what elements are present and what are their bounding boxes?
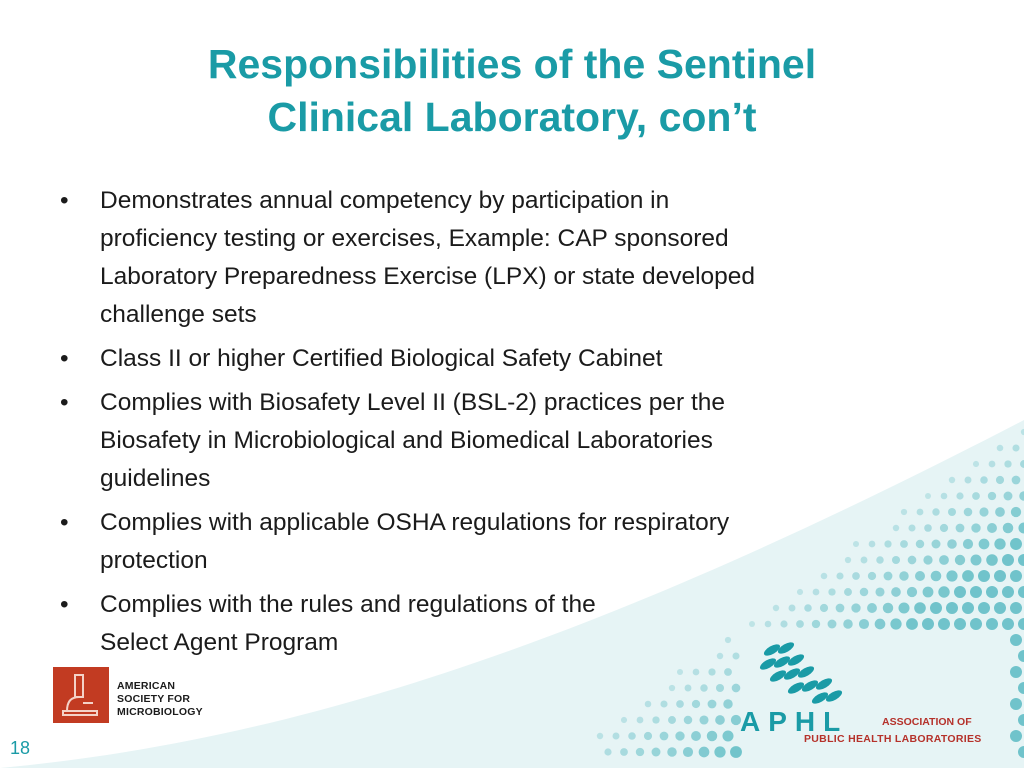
bullet-item: [60, 504, 960, 580]
bullet-line: Biosafety in Microbiological and Biomedical Laboratories: [100, 427, 713, 454]
decorative-dot: [693, 669, 700, 676]
decorative-dot: [1004, 492, 1013, 501]
decorative-dot: [995, 507, 1005, 517]
decorative-dot: [597, 733, 603, 739]
decorative-dot: [714, 746, 725, 757]
bullet-item: [60, 340, 960, 378]
decorative-dot: [707, 731, 717, 741]
decorative-dot: [986, 618, 998, 630]
page-number: 18: [10, 738, 31, 758]
decorative-dot: [677, 669, 683, 675]
decorative-dot: [971, 555, 982, 566]
decorative-dot: [675, 731, 684, 740]
decorative-dot: [962, 602, 974, 614]
decorative-dot: [970, 618, 982, 630]
bullet-line: Complies with the rules and regulations of the: [100, 591, 596, 618]
bullet-marker: •: [60, 187, 69, 214]
decorative-dot: [978, 570, 990, 582]
asm-wordmark: [117, 680, 227, 719]
decorative-dot: [988, 492, 996, 500]
decorative-dot: [723, 699, 732, 708]
bullet-marker: •: [60, 345, 69, 372]
decorative-dot: [994, 602, 1006, 614]
aphl-logo: [740, 640, 1010, 750]
decorative-dot: [997, 445, 1004, 452]
bullet-line: challenge sets: [100, 301, 257, 328]
bullet-line: Complies with Biosafety Level II (BSL-2) practices per the: [100, 389, 726, 416]
decorative-dot: [989, 461, 996, 468]
decorative-dot: [700, 684, 707, 691]
bullet-item: [60, 182, 960, 334]
decorative-dot: [716, 684, 724, 692]
asm-line: MICROBIOLOGY: [117, 706, 203, 718]
decorative-dot: [1012, 476, 1021, 485]
asm-logo: [53, 667, 225, 723]
decorative-dot: [691, 731, 701, 741]
decorative-dot: [1012, 444, 1019, 451]
decorative-dot: [1010, 698, 1022, 710]
decorative-dot: [1004, 460, 1011, 467]
decorative-dot: [994, 570, 1006, 582]
decorative-dot: [1002, 554, 1014, 566]
decorative-dot: [620, 748, 628, 756]
decorative-dot: [1010, 666, 1022, 678]
asm-line: SOCIETY FOR: [117, 693, 191, 705]
decorative-dot: [1010, 570, 1022, 582]
bullet-line: guidelines: [100, 465, 211, 492]
microscope-icon: [53, 667, 109, 723]
decorative-dot: [1011, 507, 1021, 517]
decorative-dot: [987, 523, 997, 533]
bullet-item: [60, 384, 960, 498]
slide-title: [40, 38, 984, 144]
decorative-dot: [628, 732, 636, 740]
decorative-dot: [724, 668, 732, 676]
decorative-dot: [637, 717, 644, 724]
decorative-dot: [978, 602, 990, 614]
decorative-dot: [1010, 634, 1022, 646]
decorative-dot: [613, 733, 620, 740]
decorative-dot: [965, 477, 972, 484]
decorative-dot: [692, 700, 700, 708]
decorative-dot: [683, 747, 693, 757]
decorative-dot: [652, 716, 659, 723]
bullet-line: Complies with applicable OSHA regulations for respiratory: [100, 509, 730, 536]
bullet-line: Class II or higher Certified Biological Safety Cabinet: [100, 345, 663, 372]
decorative-dot: [676, 700, 684, 708]
decorative-dot: [669, 685, 675, 691]
bullet-line: protection: [100, 547, 208, 574]
decorative-dot: [972, 492, 980, 500]
aphl-helix-icon: [750, 640, 870, 710]
decorative-dot: [667, 747, 677, 757]
decorative-dot: [980, 476, 988, 484]
decorative-dot: [964, 508, 973, 517]
bullet-line: proficiency testing or exercises, Example: CAP sponsored: [100, 225, 729, 252]
bullet-marker: •: [60, 591, 69, 618]
decorative-dot: [621, 717, 627, 723]
decorative-dot: [979, 539, 990, 550]
bullet-marker: •: [60, 389, 69, 416]
decorative-dot: [1010, 730, 1022, 742]
aphl-acronym: APHL: [740, 706, 849, 737]
decorative-dot: [699, 747, 710, 758]
decorative-dot: [1002, 586, 1014, 598]
asm-line: AMERICAN: [117, 680, 176, 692]
decorative-dot: [604, 748, 611, 755]
decorative-dot: [1002, 618, 1014, 630]
decorative-dot: [715, 715, 725, 725]
aphl-line-2: PUBLIC HEALTH LABORATORIES: [804, 733, 982, 745]
decorative-dot: [979, 507, 988, 516]
bullet-line: Select Agent Program: [100, 629, 339, 656]
decorative-dot: [973, 461, 979, 467]
bullet-marker: •: [60, 509, 69, 536]
decorative-dot: [963, 539, 973, 549]
decorative-dot: [1010, 538, 1022, 550]
decorative-dot: [970, 586, 982, 598]
decorative-dot: [652, 748, 661, 757]
decorative-dot: [644, 732, 652, 740]
decorative-dot: [722, 730, 733, 741]
decorative-dot: [1010, 602, 1022, 614]
decorative-dot: [645, 701, 652, 708]
decorative-dot: [994, 538, 1005, 549]
bullet-list: [60, 182, 960, 668]
bullet-line: Demonstrates annual competency by participation in: [100, 187, 670, 214]
title-line-2: Clinical Laboratory, con’t: [267, 94, 757, 140]
decorative-dot: [996, 476, 1004, 484]
decorative-dot: [708, 668, 715, 675]
decorative-dot: [636, 748, 644, 756]
aphl-line-1: ASSOCIATION OF: [882, 716, 972, 728]
decorative-dot: [1003, 523, 1014, 534]
bullet-line: Laboratory Preparedness Exercise (LPX) or state developed: [100, 263, 756, 290]
decorative-dot: [660, 700, 667, 707]
decorative-dot: [660, 732, 669, 741]
title-line-1: Responsibilities of the Sentinel: [207, 41, 817, 87]
decorative-dot: [986, 586, 998, 598]
decorative-dot: [668, 716, 676, 724]
decorative-dot: [962, 570, 974, 582]
decorative-dot: [699, 715, 708, 724]
decorative-dot: [685, 685, 692, 692]
decorative-dot: [708, 700, 717, 709]
decorative-dot: [971, 523, 980, 532]
decorative-dot: [684, 716, 693, 725]
decorative-dot: [986, 554, 998, 566]
